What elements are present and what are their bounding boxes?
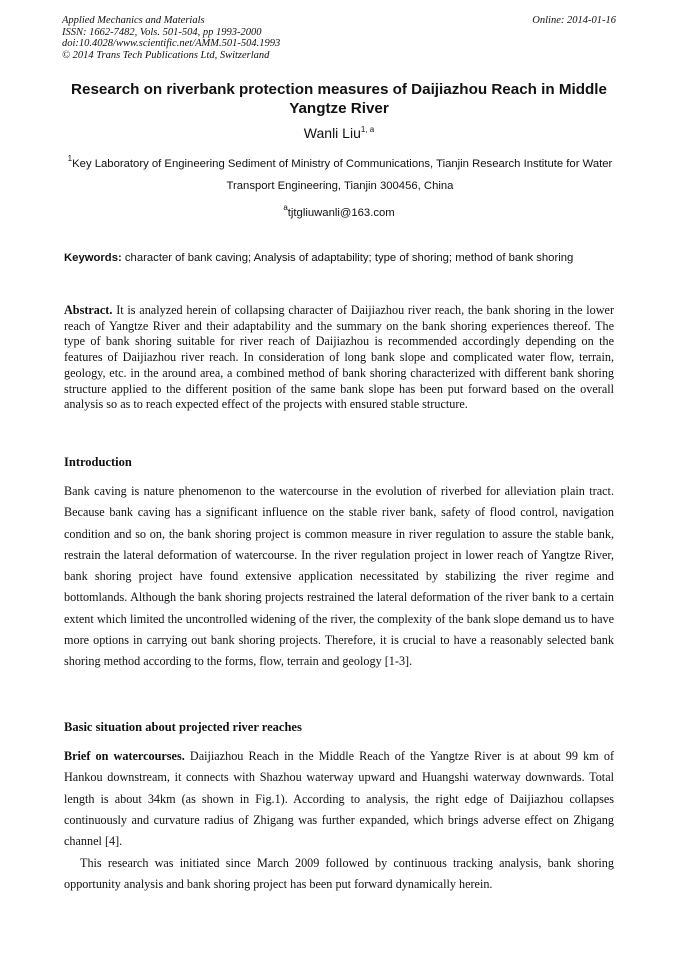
email-address[interactable]: tjtgliuwanli@163.com (287, 207, 395, 219)
introduction-paragraph: Bank caving is nature phenomenon to the watercourse in the evolution of riverbed for alleviation plain tract. Because bank caving has a significant influence on the stable river bank, safety of flood control, navigation condition and so on, the bank shoring project is common measure in river regulation to assure the stable bank, restrain the lateral deformation of watercourse. In the river regulation project in lower reach of Yangtze River, bank shoring project have found extensive application necessitated by stabilizing the river regime and bottomlands. Although the bank shoring projects restrained the lateral deformation of the river bank to a certain extent which limited the uncontrolled widening of the river, the complexity of the bank slope demand us to have more options in carrying out bank shoring projects. Therefore, it is crucial to have a reasonably selected bank shoring method according to the forms, flow, terrain and geology [1-3]. (64, 484, 614, 669)
keywords-text: character of bank caving; Analysis of adaptability; type of shoring; method of bank shoring (124, 252, 574, 264)
brief-text: Daijiazhou Reach in the Middle Reach of the Yangtze River is at about 99 km of Hankou downstream, it connects with Shazhou waterway upward and Huangshi waterway downwards. Total length is about 34km (as shown in Fig.1). According to analysis, the right edge of Daijiazhou collapses continuously and curvature radius of Zhigang was further expanded, which brings adverse effect on Zhigang channel [4]. (64, 749, 615, 849)
journal-copyright: © 2014 Trans Tech Publications Ltd, Switzerland (62, 49, 270, 61)
basic-situation-heading: Basic situation about projected river reaches (64, 720, 302, 734)
online-date: Online: 2014-01-16 (532, 15, 616, 26)
author-line (60, 124, 618, 142)
journal-doi: doi:10.4028/www.scientific.net/AMM.501-504.1993 (62, 38, 281, 49)
affiliation-mark: 1 (67, 154, 73, 163)
affiliation-text: Key Laboratory of Engineering Sediment of Ministry of Communications, Tianjin Research Institute for Water Transport Engineering, Tianjin 300456, China (72, 158, 613, 192)
author-name: Wanli Liu (303, 125, 361, 141)
brief-paragraph (64, 746, 614, 852)
research-paragraph: This research was initiated since March 2009 followed by continuous tracking analysis, bank shoring opportunity analysis and bank shoring project has been put forward dynamically herein. (64, 856, 614, 892)
email-mark: a (283, 203, 288, 212)
keywords (64, 248, 614, 269)
journal-header (62, 15, 280, 61)
brief-label: Brief on watercourses. (64, 749, 185, 763)
introduction-heading: Introduction (64, 455, 132, 469)
paper-title: Research on riverbank protection measures of Daijiazhou Reach in Middle Yangtze River (71, 81, 607, 117)
abstract-text: It is analyzed herein of collapsing character of Daijiazhou river reach, the bank shoring in the lower reach of Yangtze River and their adaptability and the summary on the bank shoring experiences thereof. The type of bank shoring suitable for river reach of Daijiazhou is recommended accordingly depending on the features of Daijiazhou river reach. In consideration of long bank slope and complicated water flow, terrain, geology, etc. in the around area, a combined method of bank shoring characterized with different bank shoring structure applied to the different position of the same bank slope has been put forward based on the overall analysis so as to reach expected effect of the projects with ensured stable structure. (64, 303, 615, 412)
author-email (60, 203, 618, 221)
journal-issn: ISSN: 1662-7482, Vols. 501-504, pp 1993-2000 (62, 26, 262, 38)
keywords-label: Keywords: (64, 252, 122, 264)
abstract-label: Abstract. (64, 303, 113, 317)
journal-name: Applied Mechanics and Materials (62, 15, 205, 26)
author-marks: 1, a (360, 125, 375, 134)
abstract (64, 303, 614, 413)
affiliation (64, 153, 616, 197)
